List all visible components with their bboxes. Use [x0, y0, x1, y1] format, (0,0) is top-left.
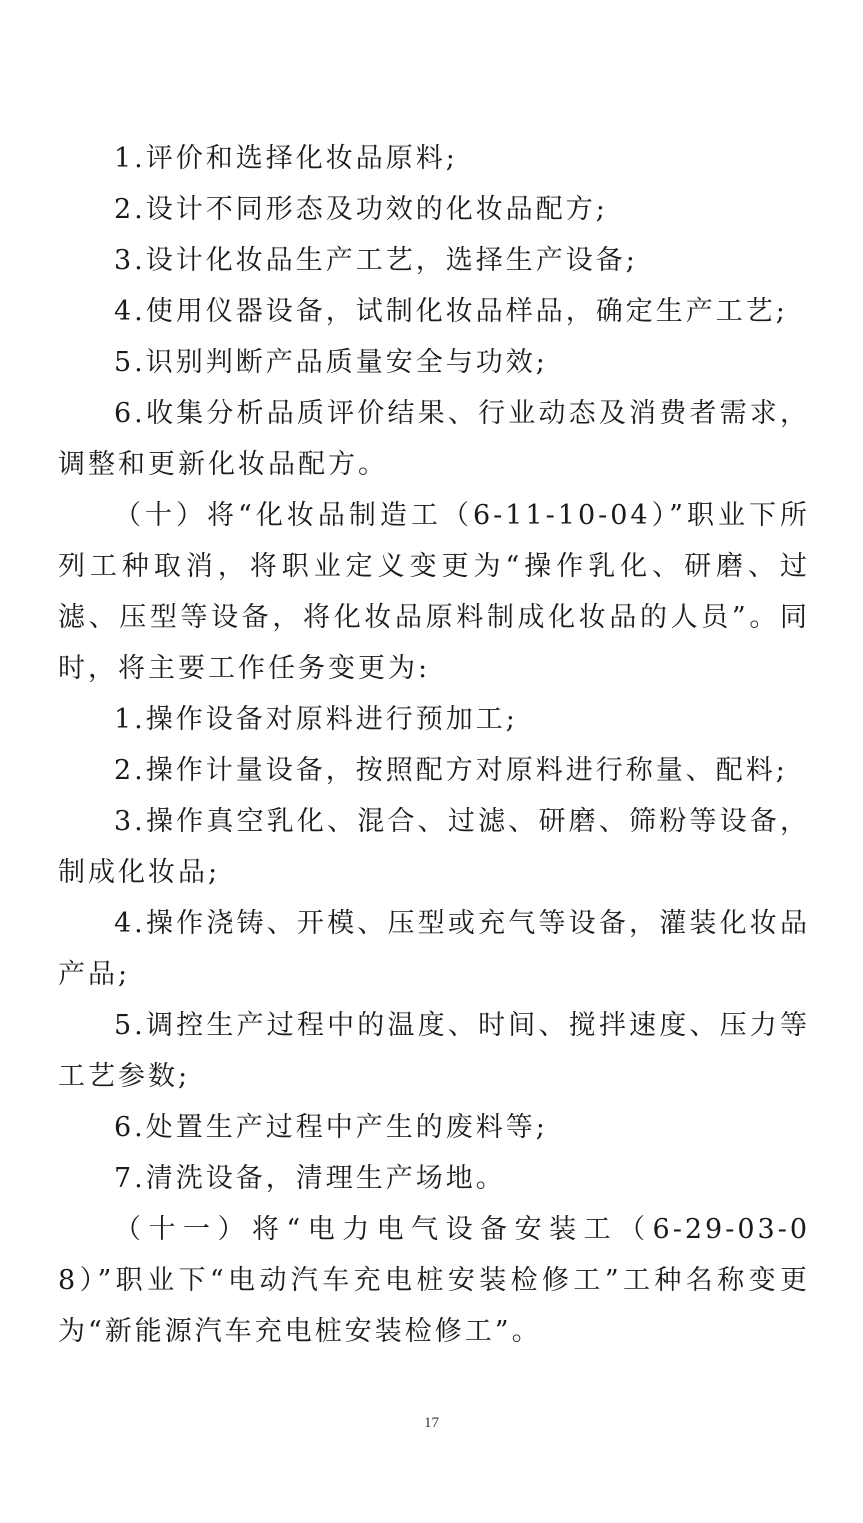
document-body	[58, 133, 810, 1357]
task-item-4: 4.操作浇铸、开模、压型或充气等设备，灌装化妆品产品;	[58, 908, 810, 990]
list-item-1: 1.评价和选择化妆品原料;	[114, 143, 458, 174]
task-item-7: 7.清洗设备，清理生产场地。	[114, 1163, 506, 1194]
list-item-5: 5.识别判断产品质量安全与功效;	[114, 347, 548, 378]
section-10-paragraph: （十）将“化妆品制造工（6-11-10-04）”职业下所列工种取消，将职业定义变更为“操作乳化、研磨、过滤、压型等设备，将化妆品原料制成化妆品的人员”。同时，将主要工作任务变更为:	[58, 500, 810, 684]
task-item-6: 6.处置生产过程中产生的废料等;	[114, 1112, 548, 1143]
task-item-5: 5.调控生产过程中的温度、时间、搅拌速度、压力等工艺参数;	[58, 1010, 810, 1092]
list-item-4: 4.使用仪器设备，试制化妆品样品，确定生产工艺;	[114, 296, 788, 327]
list-item-3: 3.设计化妆品生产工艺，选择生产设备;	[114, 245, 638, 276]
page-number: 17	[424, 1415, 439, 1431]
task-item-1: 1.操作设备对原料进行预加工;	[114, 704, 518, 735]
list-item-6: 6.收集分析品质评价结果、行业动态及消费者需求，调整和更新化妆品配方。	[58, 398, 810, 480]
task-item-2: 2.操作计量设备，按照配方对原料进行称量、配料;	[114, 755, 788, 786]
task-item-3: 3.操作真空乳化、混合、过滤、研磨、筛粉等设备，制成化妆品;	[58, 806, 810, 888]
section-11-paragraph: （十一）将“电力电气设备安装工（6-29-03-08）”职业下“电动汽车充电桩安装检修工”工种名称变更为“新能源汽车充电桩安装检修工”。	[58, 1214, 810, 1347]
list-item-2: 2.设计不同形态及功效的化妆品配方;	[114, 194, 608, 225]
